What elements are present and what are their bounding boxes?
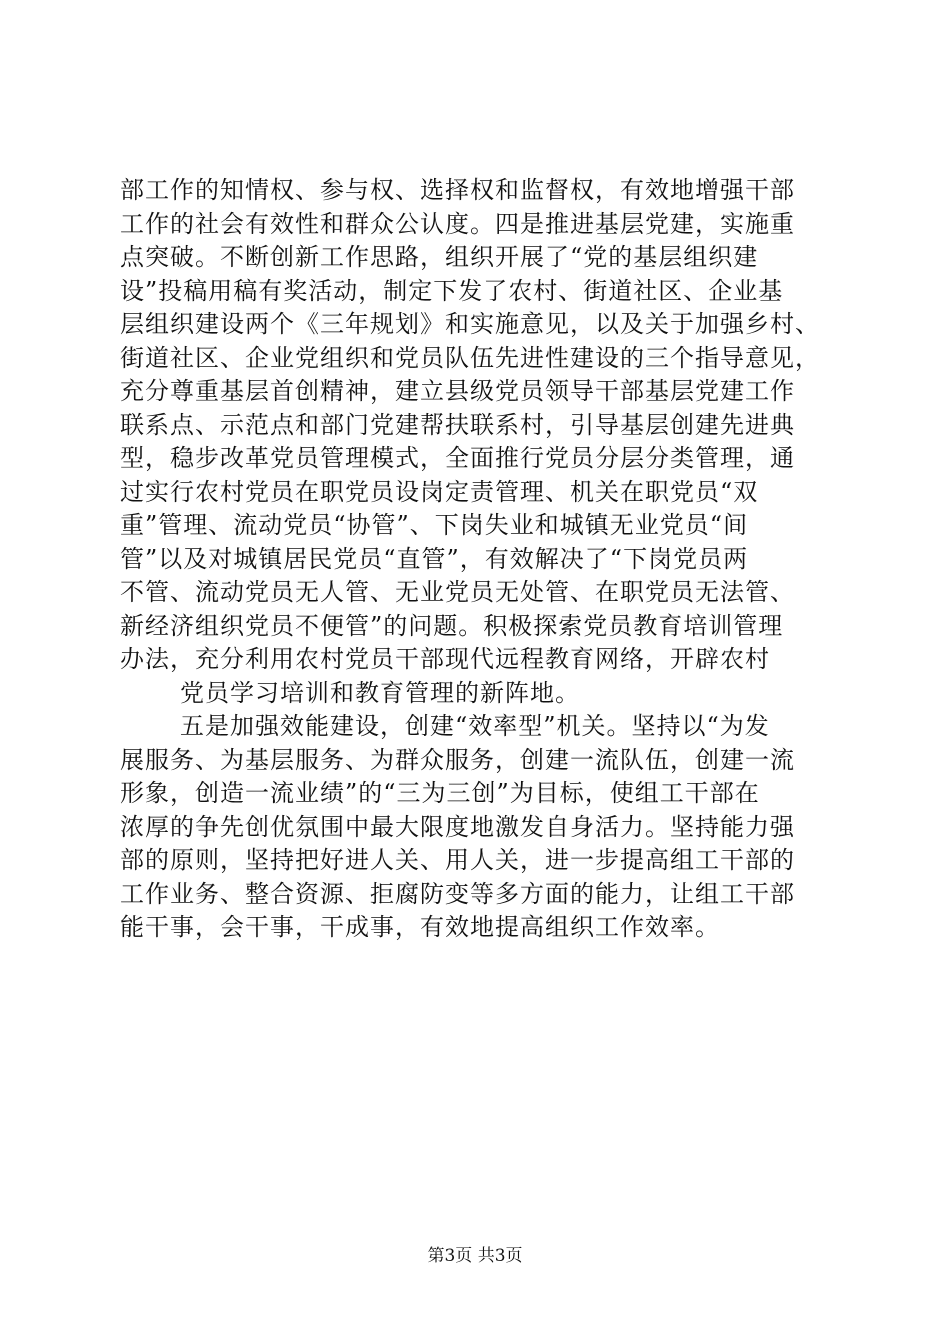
text-line: 浓厚的争先创优氛围中最大限度地激发自身活力。坚持能力强 <box>120 812 795 841</box>
text-line: 层组织建设两个《三年规划》和实施意见，以及关于加强乡村、 <box>120 310 820 338</box>
body-text <box>120 174 840 945</box>
text-line: 新经济组织党员不便管”的问题。积极探索党员教育培训管理 <box>120 611 784 640</box>
text-line: 能干事，会干事，干成事，有效地提高组织工作效率。 <box>120 913 720 941</box>
text-line: 不管、流动党员无人管、无业党员无处管、在职党员无法管、 <box>120 578 795 606</box>
text-line: 部工作的知情权、参与权、选择权和监督权，有效地增强干部 <box>120 176 795 204</box>
text-line: 重”管理、流动党员“协管”、下岗失业和城镇无业党员“间 <box>120 511 749 539</box>
text-line: 展服务、为基层服务、为群众服务，创建一流队伍，创建一流 <box>120 745 795 774</box>
text-line: 点突破。不断创新工作思路，组织开展了“党的基层组织建 <box>120 243 759 271</box>
text-line: 设”投稿用稿有奖活动，制定下发了农村、街道社区、企业基 <box>120 276 784 305</box>
text-line: 街道社区、企业党组织和党员队伍先进性建设的三个指导意见， <box>120 343 820 372</box>
text-line: 过实行农村党员在职党员设岗定责管理、机关在职党员“双 <box>120 477 759 506</box>
paragraph-start-line: 五是加强效能建设，创建“效率型”机关。坚持以“为发 <box>180 712 770 740</box>
text-line: 形象，创造一流业绩”的“三为三创”为目标，使组工干部在 <box>120 779 760 807</box>
text-line: 办法，充分利用农村党员干部现代远程教育网络，开辟农村 <box>120 645 770 673</box>
text-line: 党员学习培训和教育管理的新阵地。 <box>180 678 580 707</box>
text-line: 工作的社会有效性和群众公认度。四是推进基层党建，实施重 <box>120 209 795 238</box>
text-line: 管”以及对城镇居民党员“直管”，有效解决了“下岗党员两 <box>120 544 749 573</box>
text-line: 工作业务、整合资源、拒腐防变等多方面的能力，让组工干部 <box>120 879 795 908</box>
page-number-footer: 第3页 共3页 <box>427 1246 523 1266</box>
text-line: 部的原则，坚持把好进人关、用人关，进一步提高组工干部的 <box>120 846 795 874</box>
text-line: 联系点、示范点和部门党建帮扶联系村，引导基层创建先进典 <box>120 410 795 439</box>
text-line: 型，稳步改革党员管理模式，全面推行党员分层分类管理，通 <box>120 444 795 472</box>
text-line: 充分尊重基层首创精神，建立县级党员领导干部基层党建工作 <box>120 377 795 405</box>
